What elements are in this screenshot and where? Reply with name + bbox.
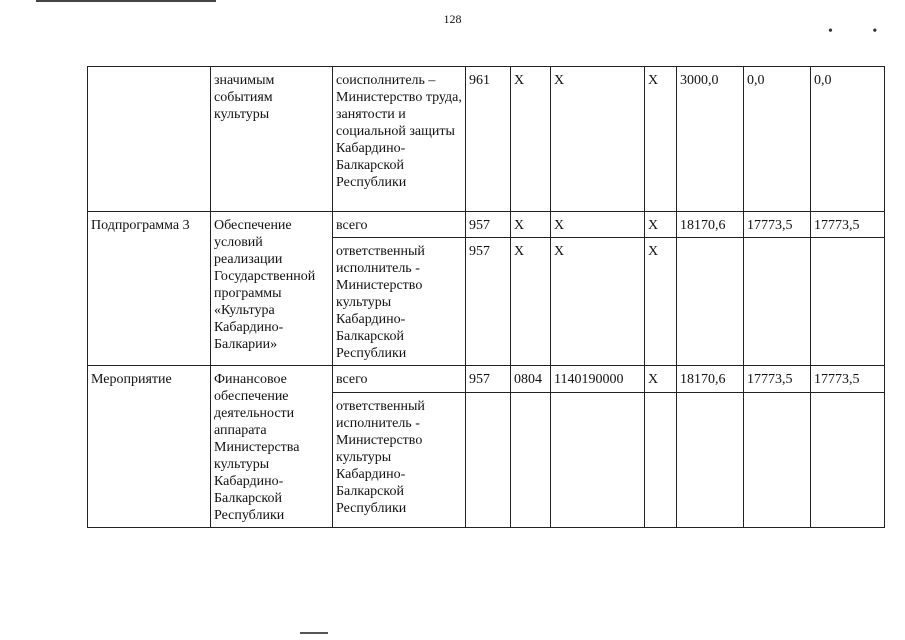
cell-code: 957 bbox=[466, 238, 511, 366]
cell-type: Мероприятие bbox=[88, 366, 211, 528]
scan-artifact-bottom bbox=[300, 632, 328, 634]
budget-table bbox=[87, 66, 885, 528]
table-row bbox=[88, 366, 885, 393]
cell-section: X bbox=[511, 212, 551, 238]
cell-year-1: 18170,6 bbox=[677, 212, 744, 238]
cell-csr: 1140190000 bbox=[551, 366, 645, 393]
cell-csr: X bbox=[551, 67, 645, 212]
cell-name: значимым событиям культуры bbox=[211, 67, 333, 212]
cell-name: Финансовое обеспечение деятельности аппарата Министерства культуры Кабардино-Балкарской Республики bbox=[211, 366, 333, 528]
cell-name: Обеспечение условий реализации Государственной программы «Культура Кабардино-Балкарии» bbox=[211, 212, 333, 366]
cell-year-2 bbox=[744, 392, 811, 527]
cell-csr bbox=[551, 392, 645, 527]
cell-year-3 bbox=[811, 238, 885, 366]
cell-role: соисполнитель – Министерство труда, занятости и социальной защиты Кабардино-Балкарской Республики bbox=[333, 67, 466, 212]
cell-type bbox=[88, 67, 211, 212]
cell-section: X bbox=[511, 67, 551, 212]
cell-year-1: 3000,0 bbox=[677, 67, 744, 212]
cell-code: 957 bbox=[466, 212, 511, 238]
cell-section: 0804 bbox=[511, 366, 551, 393]
cell-year-1 bbox=[677, 238, 744, 366]
cell-role: всего bbox=[333, 366, 466, 393]
cell-role: ответственный исполнитель - Министерство культуры Кабардино-Балкарской Республики bbox=[333, 238, 466, 366]
cell-role: ответственный исполнитель - Министерство культуры Кабардино-Балкарской Республики bbox=[333, 392, 466, 527]
cell-vr bbox=[645, 392, 677, 527]
cell-vr: X bbox=[645, 238, 677, 366]
table-row bbox=[88, 67, 885, 212]
cell-code: 957 bbox=[466, 366, 511, 393]
scan-artifact-dots: • • bbox=[828, 24, 896, 39]
cell-year-2: 17773,5 bbox=[744, 212, 811, 238]
scan-artifact-top bbox=[36, 0, 216, 5]
cell-year-1 bbox=[677, 392, 744, 527]
cell-role: всего bbox=[333, 212, 466, 238]
cell-type: Подпрограмма 3 bbox=[88, 212, 211, 366]
cell-year-3 bbox=[811, 392, 885, 527]
cell-csr: X bbox=[551, 238, 645, 366]
cell-code: 961 bbox=[466, 67, 511, 212]
cell-year-2 bbox=[744, 238, 811, 366]
page-number: 128 bbox=[443, 12, 462, 26]
cell-year-3: 17773,5 bbox=[811, 212, 885, 238]
cell-section: X bbox=[511, 238, 551, 366]
table-row bbox=[88, 212, 885, 238]
cell-vr: X bbox=[645, 67, 677, 212]
cell-section bbox=[511, 392, 551, 527]
cell-year-3: 0,0 bbox=[811, 67, 885, 212]
cell-year-2: 17773,5 bbox=[744, 366, 811, 393]
cell-csr: X bbox=[551, 212, 645, 238]
cell-vr: X bbox=[645, 366, 677, 393]
cell-code bbox=[466, 392, 511, 527]
cell-year-3: 17773,5 bbox=[811, 366, 885, 393]
cell-year-2: 0,0 bbox=[744, 67, 811, 212]
cell-year-1: 18170,6 bbox=[677, 366, 744, 393]
cell-vr: X bbox=[645, 212, 677, 238]
